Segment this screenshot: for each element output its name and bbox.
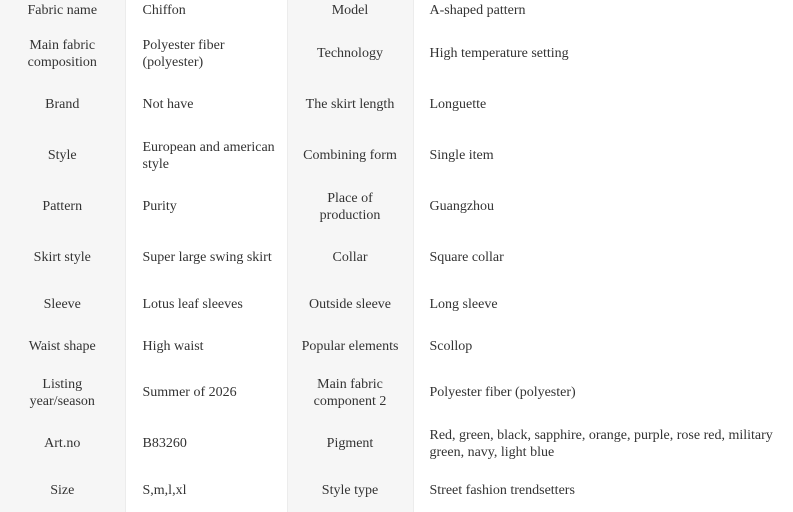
table-row [0, 367, 793, 418]
spec-value: Super large swing skirt [125, 232, 287, 283]
spec-label: Technology [287, 28, 413, 79]
spec-label: Combining form [287, 130, 413, 181]
spec-value: Scollop [413, 325, 793, 367]
table-row [0, 418, 793, 469]
spec-value: Polyester fiber (polyester) [413, 367, 793, 418]
spec-label: The skirt length [287, 79, 413, 130]
spec-label: Skirt style [0, 232, 125, 283]
spec-value: High temperature setting [413, 28, 793, 79]
table-row [0, 283, 793, 325]
table-row [0, 28, 793, 79]
spec-label: Style type [287, 469, 413, 512]
spec-value: Square collar [413, 232, 793, 283]
spec-label: Outside sleeve [287, 283, 413, 325]
spec-value: Not have [125, 79, 287, 130]
spec-label: Waist shape [0, 325, 125, 367]
spec-label: Fabric name [0, 0, 125, 28]
table-row [0, 232, 793, 283]
spec-label: Size [0, 469, 125, 512]
table-row [0, 325, 793, 367]
spec-value: Purity [125, 181, 287, 232]
spec-label: Model [287, 0, 413, 28]
spec-label: Popular elements [287, 325, 413, 367]
spec-value: Lotus leaf sleeves [125, 283, 287, 325]
table-row [0, 130, 793, 181]
spec-value: S,m,l,xl [125, 469, 287, 512]
spec-value: European and american style [125, 130, 287, 181]
spec-value: Longuette [413, 79, 793, 130]
spec-value: Guangzhou [413, 181, 793, 232]
spec-label: Art.no [0, 418, 125, 469]
table-row [0, 181, 793, 232]
table-row [0, 0, 793, 28]
spec-value: Long sleeve [413, 283, 793, 325]
table-row [0, 79, 793, 130]
spec-value: B83260 [125, 418, 287, 469]
table-row [0, 469, 793, 512]
spec-label: Style [0, 130, 125, 181]
spec-label: Place of production [287, 181, 413, 232]
spec-label: Brand [0, 79, 125, 130]
spec-value: Red, green, black, sapphire, orange, purple, rose red, military green, navy, light blue [413, 418, 793, 469]
spec-value: Polyester fiber (polyester) [125, 28, 287, 79]
spec-label: Sleeve [0, 283, 125, 325]
spec-value: High waist [125, 325, 287, 367]
spec-value: Street fashion trendsetters [413, 469, 793, 512]
spec-value: Summer of 2026 [125, 367, 287, 418]
spec-value: A-shaped pattern [413, 0, 793, 28]
spec-label: Main fabric component 2 [287, 367, 413, 418]
spec-label: Pattern [0, 181, 125, 232]
spec-label: Main fabric composition [0, 28, 125, 79]
spec-label: Listing year/season [0, 367, 125, 418]
spec-value: Single item [413, 130, 793, 181]
spec-label: Pigment [287, 418, 413, 469]
spec-value: Chiffon [125, 0, 287, 28]
spec-label: Collar [287, 232, 413, 283]
